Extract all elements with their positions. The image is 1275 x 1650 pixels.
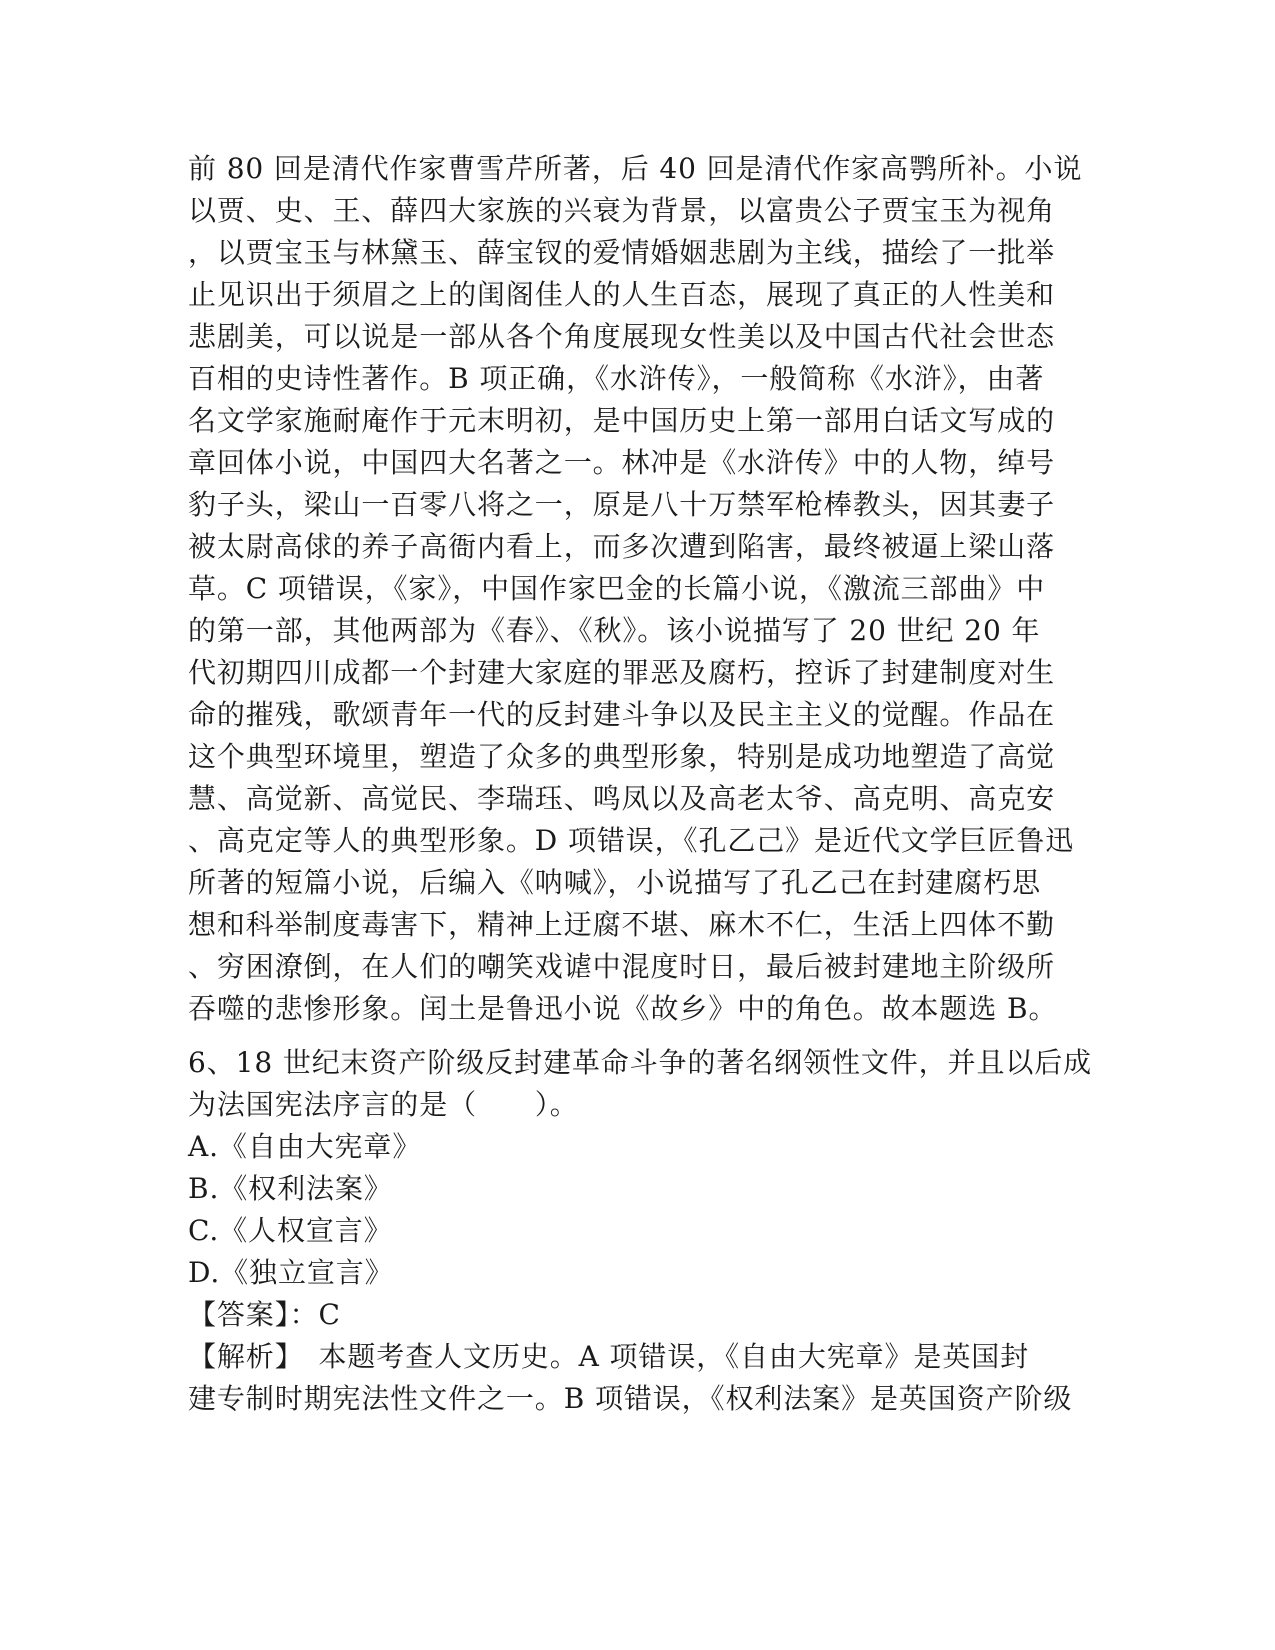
text-line: 【解析】 本题考查人文历史。A 项错误，《自由大宪章》是英国封	[188, 1340, 1030, 1373]
option-list	[188, 1126, 1088, 1294]
text-line: ，以贾宝玉与林黛玉、薛宝钗的爱情婚姻悲剧为主线，描绘了一批举	[188, 236, 1056, 269]
text-line: 的第一部，其他两部为《春》、《秋》。该小说描写了 20 世纪 20 年	[188, 614, 1041, 647]
question-stem	[188, 1042, 1093, 1126]
option-d: D.《独立宣言》	[188, 1256, 394, 1289]
text-line: 章回体小说，中国四大名著之一。林冲是《水浒传》中的人物，绰号	[188, 446, 1056, 479]
option-b: B.《权利法案》	[188, 1172, 393, 1205]
analysis	[188, 1336, 1088, 1420]
previous-explanation	[188, 148, 1088, 1030]
text-line: 6、18 世纪末资产阶级反封建革命斗争的著名纲领性文件，并且以后成	[188, 1046, 1093, 1079]
text-line: 、高克定等人的典型形象。D 项错误，《孔乙己》是近代文学巨匠鲁迅	[188, 824, 1075, 857]
text-line: 以贾、史、王、薛四大家族的兴衰为背景，以富贵公子贾宝玉为视角	[188, 194, 1056, 227]
option-c: C.《人权宣言》	[188, 1214, 393, 1247]
text-line: 慧、高觉新、高觉民、李瑞珏、鸣凤以及高老太爷、高克明、高克安	[188, 782, 1056, 815]
text-line: 止见识出于须眉之上的闺阁佳人的人生百态，展现了真正的人性美和	[188, 278, 1056, 311]
question-6	[188, 1042, 1093, 1420]
text-line: 所著的短篇小说，后编入《呐喊》，小说描写了孔乙己在封建腐朽思	[188, 866, 1042, 899]
text-line: 为法国宪法序言的是（ ）。	[188, 1088, 579, 1121]
text-line: 建专制时期宪法性文件之一。B 项错误，《权利法案》是英国资产阶级	[188, 1382, 1073, 1415]
option-a: A.《自由大宪章》	[188, 1130, 422, 1163]
document-page	[188, 148, 1093, 1420]
text-line: 代初期四川成都一个封建大家庭的罪恶及腐朽，控诉了封建制度对生	[188, 656, 1056, 689]
text-line: 被太尉高俅的养子高衙内看上，而多次遭到陷害，最终被逼上梁山落	[188, 530, 1056, 563]
text-line: 命的摧残，歌颂青年一代的反封建斗争以及民主主义的觉醒。作品在	[188, 698, 1056, 731]
answer-line: 【答案】：C	[188, 1298, 341, 1331]
paragraph-gap	[188, 1030, 1088, 1042]
text-line: 、穷困潦倒，在人们的嘲笑戏谑中混度时日，最后被封建地主阶级所	[188, 950, 1056, 983]
text-line: 这个典型环境里，塑造了众多的典型形象，特别是成功地塑造了高觉	[188, 740, 1056, 773]
text-line: 想和科举制度毒害下，精神上迂腐不堪、麻木不仁，生活上四体不勤	[188, 908, 1056, 941]
text-line: 前 80 回是清代作家曹雪芹所著，后 40 回是清代作家高鹗所补。小说	[188, 152, 1083, 185]
text-line: 吞噬的悲惨形象。闰土是鲁迅小说《故乡》中的角色。故本题选 B。	[188, 992, 1058, 1025]
text-line: 名文学家施耐庵作于元末明初，是中国历史上第一部用白话文写成的	[188, 404, 1056, 437]
text-line: 百相的史诗性著作。B 项正确，《水浒传》，一般简称《水浒》，由著	[188, 362, 1045, 395]
text-line: 草。C 项错误，《家》，中国作家巴金的长篇小说，《激流三部曲》中	[188, 572, 1046, 605]
text-line: 豹子头，梁山一百零八将之一，原是八十万禁军枪棒教头，因其妻子	[188, 488, 1056, 521]
text-line: 悲剧美，可以说是一部从各个角度展现女性美以及中国古代社会世态	[188, 320, 1056, 353]
